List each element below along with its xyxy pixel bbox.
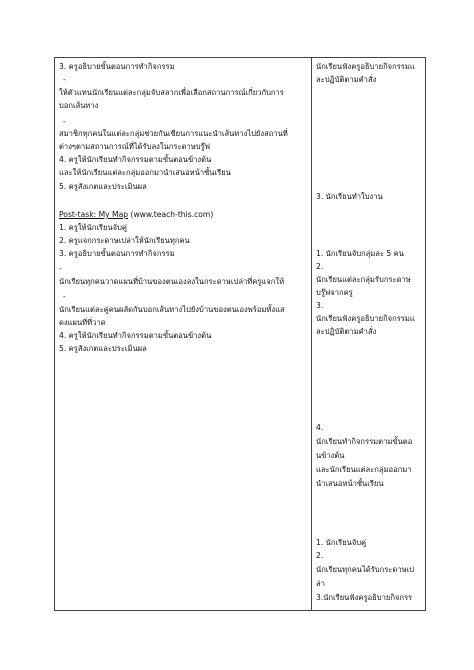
right-line-19: ล่า [316,579,325,588]
left-line-10: 5. ครูสังเกตและประเมินผล [59,182,147,191]
right-line-2: ละปฏิบัติตามคำสั่ง [316,75,377,84]
left-line-18: - [63,292,66,301]
right-line-13: นข้างต้น [316,451,345,460]
left-line-17: นักเรียนทุกคนวาดแผนที่บ้านของตนเองลงในกระดาษเปล่าที่ครูแจกให้ [59,277,285,286]
right-line-7: บรู๊ฟจากครู [316,288,353,297]
right-line-6: นักเรียนแต่ละกลุ่มรับกระดาษ [316,275,411,284]
left-line-2: - [63,75,66,84]
left-line-19: นักเรียนแต่ละคู่คนผลัดกันบอกเส้นทางไปยังบ้านของตนเองพร้อมทั้งแส [59,305,285,314]
left-line-15: 3. ครูอธิบายขั้นตอนการทำกิจกรรม [59,249,175,258]
left-line-14: 2. ครูแจกกระดาษเปล่าให้นักเรียนทุกคน [59,236,190,245]
right-line-16: 1. นักเรียนจับคู่ [316,538,367,547]
left-line-21: 4. ครูให้นักเรียนทำกิจกรรมตามขั้นตอนข้างต้น [59,331,212,340]
right-line-11: 4. [316,423,324,432]
post-task-heading [59,210,213,220]
right-line-18: นักเรียนทุกคนได้รับกระดาษเป [316,565,414,574]
column-divider [311,58,312,610]
left-line-1: 3. ครูอธิบายขั้นตอนการทำกิจกรรม [59,62,175,71]
left-line-5: - [63,117,66,126]
post-task-title: Post-task: My Map [59,210,129,219]
left-line-7: ต่างๆตามสถานการณ์ที่ได้รับลงในกระดาษบรู๊ฟ [59,142,211,151]
left-line-9: และให้นักเรียนแต่ละกลุ่มออกมานำเสนอหน้าชั้นเรียน [59,168,231,177]
left-line-4: บอกเส้นทาง [59,101,99,110]
right-line-4: 1. นักเรียนจับกลุ่มละ 5 คน [316,249,404,258]
right-line-12: นักเรียนทำกิจกรรมตามขั้นตอ [316,437,413,446]
left-line-6: สมาชิกทุกคนในแต่ละกลุ่มช่วยกันเขียนการแนะนำเส้นทางไปยังสถานที่ [59,129,288,138]
post-task-source: (www.teach-this.com) [128,210,214,219]
lesson-plan-table [54,57,426,611]
left-line-3: ให้ตัวแทนนักเรียนแต่ละกลุ่มจับสลากเพื่อเลือกสถานการณ์เกี่ยวกับการ [59,88,284,97]
left-line-8: 4. ครูให้นักเรียนทำกิจกรรมตามขั้นตอนข้างต้น [59,155,212,164]
right-line-20: 3.นักเรียนฟังครูอธิบายกิจกรร [316,593,413,602]
left-line-13: 1. ครูให้นักเรียนจับคู่ [59,223,127,232]
right-line-5: 2. [316,262,324,271]
right-line-14: และนักเรียนแต่ละกลุ่มออกมา [316,465,412,474]
right-line-8: 3. [316,301,324,310]
left-line-22: 5. ครูสังเกตและประเมินผล [59,344,147,353]
right-line-17: 2. [316,551,324,560]
right-line-9: นักเรียนฟังครูอธิบายกิจกรรมแ [316,314,415,323]
right-line-10: ละปฏิบัติตามคำสั่ง [316,327,377,336]
left-line-16: - [59,264,62,273]
right-line-3: 3. นักเรียนทำใบงาน [316,192,383,201]
right-line-15: นำเสนอหน้าชั้นเรียน [316,479,384,488]
left-line-20: ดงแผนที่ที่วาด [59,318,106,327]
right-line-1: นักเรียนฟังครูอธิบายกิจกรรมแ [316,62,415,71]
